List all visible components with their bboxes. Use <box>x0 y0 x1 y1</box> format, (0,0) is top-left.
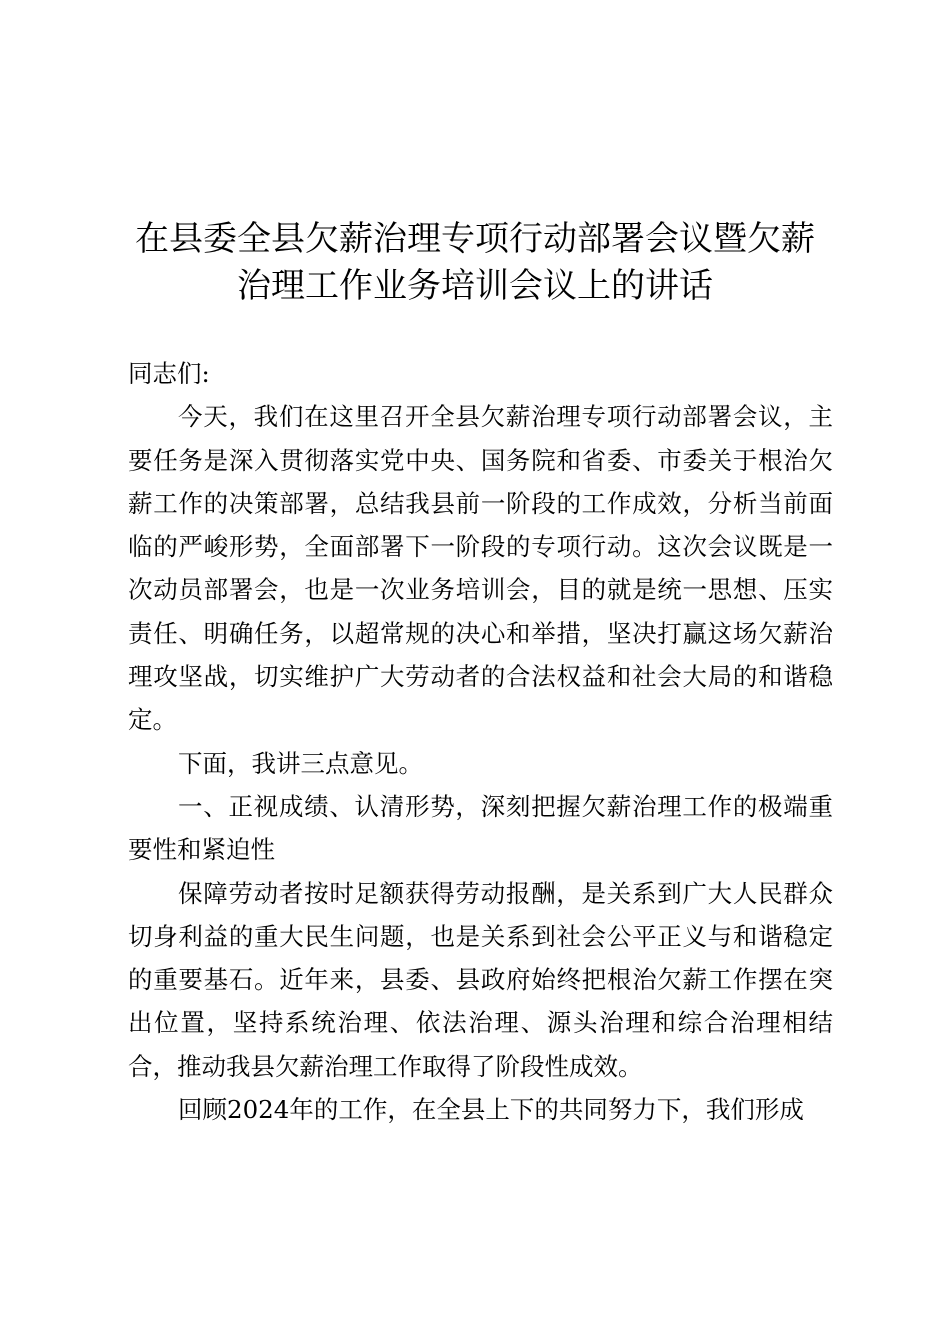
paragraph-section-1: 保障劳动者按时足额获得劳动报酬，是关系到广大人民群众切身利益的重大民生问题，也是关系到社会公平正义与和谐稳定的重要基石。近年来，县委、县政府始终把根治欠薪工作摆在突出位置，坚持系统治理、依法治理、源头治理和综合治理相结合，推动我县欠薪治理工作取得了阶段性成效。 <box>128 878 833 1081</box>
document-body <box>128 352 833 1131</box>
paragraph-opening: 今天，我们在这里召开全县欠薪治理专项行动部署会议，主要任务是深入贯彻落实党中央、国务院和省委、市委关于根治欠薪工作的决策部署，总结我县前一阶段的工作成效，分析当前面临的严峻形势，全面部署下一阶段的专项行动。这次会议既是一次动员部署会，也是一次业务培训会，目的就是统一思想、压实责任、明确任务，以超常规的决心和举措，坚决打赢这场欠薪治理攻坚战，切实维护广大劳动者的合法权益和社会大局的和谐稳定。 <box>128 402 833 735</box>
document-title <box>110 216 840 310</box>
title-line-1: 在县委全县欠薪治理专项行动部署会议暨欠薪 <box>135 219 815 259</box>
paragraph-review: 回顾2024年的工作，在全县上下的共同努力下，我们形成 <box>178 1095 804 1125</box>
title-line-2: 治理工作业务培训会议上的讲话 <box>237 266 713 306</box>
salutation: 同志们: <box>128 359 210 388</box>
section-heading-1: 一、正视成绩、认清形势，深刻把握欠薪治理工作的极端重要性和紧迫性 <box>128 791 833 865</box>
paragraph-outline: 下面，我讲三点意见。 <box>178 748 423 778</box>
